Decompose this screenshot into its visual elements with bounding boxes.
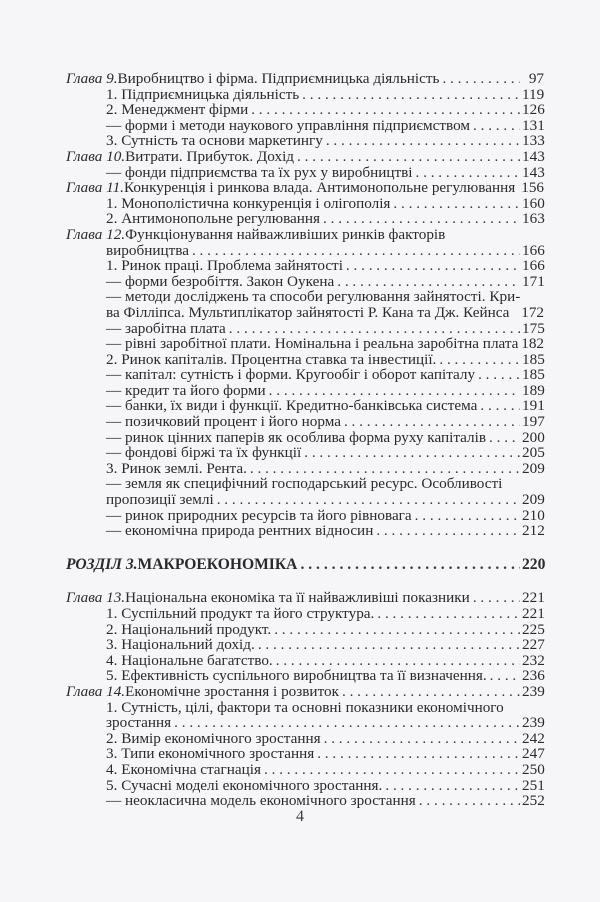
toc-entry-row[interactable]: [66, 102, 544, 118]
toc-entry-continuation-row[interactable]: [66, 492, 544, 508]
entry-title: 2. Національний продукт.: [106, 620, 272, 638]
entry-title: Економічне зростання і розвиток: [125, 682, 339, 700]
toc-entry-row[interactable]: [66, 653, 544, 669]
toc-entry-row[interactable]: [66, 637, 544, 653]
dot-leader: [251, 102, 520, 118]
toc-entry-row[interactable]: [66, 336, 544, 352]
page-number: 251: [522, 776, 545, 794]
toc-entry-row[interactable]: [66, 523, 544, 539]
dot-leader: [480, 398, 520, 414]
entry-title: Конкуренція і ринкова влада. Антимонопольне регулювання: [123, 179, 516, 197]
page-number: 185: [522, 350, 545, 368]
dot-leader: [490, 668, 520, 684]
toc-entry-row[interactable]: [66, 133, 544, 149]
entry-title: 3. Сутність та основи маркетингу: [106, 132, 323, 150]
entry-title: 1. Ринок праці. Проблема зайнятості: [106, 257, 343, 275]
entry-title: 3. Ринок землі. Рента.: [106, 459, 247, 477]
page-number: 197: [522, 413, 545, 431]
table-of-contents: [66, 71, 544, 809]
page-number: 143: [522, 147, 545, 165]
toc-entry-row[interactable]: [66, 398, 544, 414]
toc-entry-row[interactable]: [66, 476, 544, 492]
page-number: 236: [522, 667, 545, 685]
entry-title: 1. Монополістична конкуренція і олігополія: [106, 194, 391, 212]
toc-entry-row[interactable]: [66, 668, 544, 684]
toc-entry-row[interactable]: [66, 383, 544, 399]
page-number: 4: [296, 808, 304, 825]
page-number: 166: [522, 257, 545, 275]
toc-entry-row[interactable]: [66, 445, 544, 461]
toc-entry-row[interactable]: [66, 731, 544, 747]
chapter-label: Глава 10.: [66, 147, 126, 165]
dot-leader: [269, 383, 520, 399]
dot-leader: [258, 637, 520, 653]
page-number: 97: [528, 70, 544, 87]
toc-entry-row[interactable]: [66, 196, 544, 212]
page-number: 212: [522, 522, 545, 540]
entry-title: 5. Ефективність суспільного виробництва та її визначення.: [106, 667, 487, 685]
entry-title: — форми і методи наукового управління підприємством: [106, 116, 471, 134]
dot-leader: [326, 133, 520, 149]
toc-entry-row[interactable]: [66, 700, 544, 716]
section-title: МАКРОЕКОНОМІКА: [137, 555, 298, 573]
dot-leader: [439, 352, 520, 368]
entry-title: 3. Типи економічного зростання: [106, 745, 315, 763]
page-number: 126: [522, 101, 545, 119]
entry-title: — рівні заробітної плати. Номінальна і реальна заробітна плата: [106, 335, 519, 353]
toc-chapter-row[interactable]: [66, 590, 544, 606]
entry-title: — методи досліджень та способи регулювання зайнятості. Кри-: [106, 288, 521, 306]
page-number: 133: [522, 132, 545, 150]
dot-leader: [297, 149, 520, 165]
toc-entry-row[interactable]: [66, 118, 544, 134]
toc-chapter-row[interactable]: [66, 71, 544, 87]
dot-leader: [229, 321, 520, 337]
entry-title: — капітал: сутність і форми. Кругообіг і оборот капіталу: [106, 366, 476, 384]
entry-title: — фонди підприємства та їх рух у виробництві: [106, 163, 413, 181]
toc-entry-row[interactable]: [66, 762, 544, 778]
dot-leader: [274, 622, 520, 638]
toc-entry-row[interactable]: [66, 746, 544, 762]
dot-leader: [377, 606, 520, 622]
chapter-label: Глава 9.: [66, 70, 118, 87]
toc-entry-row[interactable]: [66, 793, 544, 809]
page-number: 163: [522, 210, 545, 228]
entry-title: — земля як специфічний господарський ресурс. Особливості: [106, 475, 503, 493]
page-number: 225: [522, 620, 545, 638]
dot-leader: [478, 367, 520, 383]
dot-leader: [302, 87, 520, 103]
dot-leader: [264, 762, 520, 778]
entry-title: — фондові біржі та їх функції: [106, 444, 302, 462]
page-number: 247: [522, 745, 545, 763]
toc-chapter-row[interactable]: [66, 227, 544, 243]
page-number: 221: [522, 589, 545, 607]
entry-title: 2. Ринок капіталів. Процентна ставка та інвестиції.: [106, 350, 437, 368]
entry-title: — ринок природних ресурсів та його рівновага: [106, 506, 412, 524]
page-number: 205: [522, 444, 545, 462]
entry-title: Виробництво і фірма. Підприємницька діяльність: [117, 70, 440, 87]
dot-leader: [344, 414, 520, 430]
dot-leader: [304, 445, 520, 461]
page-number: 250: [522, 760, 545, 778]
dot-leader: [323, 211, 520, 227]
dot-leader: [419, 793, 520, 809]
toc-entry-row[interactable]: [66, 211, 544, 227]
entry-title: 1. Сутність, цілі, фактори та основні показники економічного: [106, 698, 504, 716]
section-heading-row[interactable]: [66, 557, 544, 573]
dot-leader: [473, 590, 520, 606]
entry-title: Витрати. Прибуток. Дохід: [125, 147, 295, 165]
entry-title: — форми безробіття. Закон Оукена: [106, 272, 335, 290]
toc-entry-row[interactable]: [66, 778, 544, 794]
page-number: 221: [522, 605, 545, 622]
page-number: 200: [522, 428, 545, 446]
dot-leader: [192, 243, 520, 259]
entry-title-continuation: виробництва: [106, 241, 189, 259]
toc-chapter-row[interactable]: [66, 684, 544, 700]
page-number: 191: [522, 397, 545, 415]
toc-entry-continuation-row[interactable]: [66, 715, 544, 731]
page-number: 189: [522, 381, 545, 399]
page-number: 209: [522, 491, 545, 509]
toc-entry-row[interactable]: [66, 321, 544, 337]
entry-title: — ринок цінних паперів як особлива форма руху капіталів: [106, 428, 487, 446]
page-number: 239: [522, 714, 545, 732]
page-number: 232: [522, 651, 545, 669]
toc-chapter-row[interactable]: [66, 149, 544, 165]
page-number: 171: [522, 272, 545, 290]
section-label: РОЗДІЛ 3.: [66, 555, 138, 573]
entry-title: 2. Менеджмент фірми: [106, 101, 249, 119]
toc-entry-continuation-row[interactable]: [66, 243, 544, 259]
dot-leader: [174, 715, 520, 731]
page-number: 160: [522, 194, 545, 212]
chapter-label: Глава 14.: [66, 682, 126, 700]
dot-leader: [385, 778, 520, 794]
toc-chapter-row[interactable]: [66, 180, 544, 196]
toc-entry-row[interactable]: [66, 165, 544, 181]
dot-leader: [324, 731, 520, 747]
entry-title: 4. Національне багатство.: [106, 651, 273, 669]
entry-title: — банки, їх види і функції. Кредитно-банківська система: [106, 397, 478, 415]
toc-entry-row[interactable]: [66, 508, 544, 524]
page-number: 242: [522, 729, 545, 747]
chapter-label: Глава 12.: [66, 225, 126, 243]
toc-entry-row[interactable]: [66, 461, 544, 477]
dot-leader: [442, 71, 520, 87]
toc-entry-row[interactable]: [66, 430, 544, 446]
toc-entry-row[interactable]: [66, 622, 544, 638]
page-number: 175: [522, 319, 545, 337]
toc-entry-row[interactable]: [66, 258, 544, 274]
dot-leader: [415, 508, 520, 524]
toc-entry-row[interactable]: [66, 87, 544, 103]
page-number: 209: [522, 459, 545, 477]
entry-title: 1. Підприємницька діяльність: [106, 85, 300, 103]
dot-leader: [337, 274, 520, 290]
entry-title: — неокласична модель економічного зростання: [106, 792, 416, 810]
dot-leader: [317, 746, 520, 762]
dot-leader: [416, 165, 520, 181]
chapter-label: Глава 13.: [66, 589, 126, 607]
page-number: 143: [522, 163, 545, 181]
toc-entry-row[interactable]: [66, 606, 544, 622]
entry-title: 1. Суспільний продукт та його структура.: [106, 605, 375, 622]
dot-leader: [473, 118, 520, 134]
entry-title-continuation: пропозиції землі: [106, 491, 214, 509]
entry-title: 4. Економічна стагнація: [106, 760, 261, 778]
entry-title: Функціонування найважливіших ринків факторів: [125, 225, 446, 243]
entry-title: — кредит та його форми: [106, 381, 266, 399]
toc-entry-row[interactable]: [66, 289, 544, 305]
entry-title: — економічна природа рентних відносин: [106, 522, 374, 540]
dot-leader: [376, 523, 520, 539]
page-number: 239: [522, 682, 545, 700]
entry-title-continuation: ва Філліпса. Мультиплікатор зайнятості Р. Кана та Дж. Кейнса: [106, 303, 510, 321]
page-number: 252: [522, 792, 545, 810]
dot-leader: [342, 684, 520, 700]
dot-leader: [276, 653, 520, 669]
toc-entry-row[interactable]: [66, 414, 544, 430]
toc-entry-row[interactable]: [66, 352, 544, 368]
toc-entry-continuation-row[interactable]: [66, 305, 544, 321]
entry-title: 2. Вимір економічного зростання: [106, 729, 321, 747]
dot-leader: [250, 461, 520, 477]
page-number: 210: [522, 506, 545, 524]
entry-title: — заробітна плата: [106, 319, 226, 337]
page-number: 185: [522, 366, 545, 384]
entry-title-continuation: зростання: [106, 714, 172, 732]
entry-title: — позичковий процент і його норма: [106, 413, 341, 431]
toc-entry-row[interactable]: [66, 367, 544, 383]
page-number: 172: [521, 303, 544, 321]
dot-leader: [300, 557, 520, 573]
entry-title: 2. Антимонопольне регулювання: [106, 210, 321, 228]
page-number: 131: [522, 116, 545, 134]
toc-entry-row[interactable]: [66, 274, 544, 290]
entry-title: 5. Сучасні моделі економічного зростання.: [106, 776, 383, 794]
dot-leader: [346, 258, 520, 274]
page-number: 119: [522, 85, 545, 103]
page-number: 227: [522, 636, 545, 654]
page-number: 166: [522, 241, 545, 259]
page-number: 156: [521, 179, 544, 197]
page-number: 182: [521, 335, 544, 353]
dot-leader: [489, 430, 520, 446]
entry-title: 3. Національний дохід.: [106, 636, 255, 654]
page-number: 220: [522, 555, 546, 573]
dot-leader: [393, 196, 520, 212]
chapter-label: Глава 11.: [66, 179, 124, 197]
dot-leader: [217, 492, 520, 508]
entry-title: Національна економіка та її найважливіші показники: [125, 589, 470, 607]
